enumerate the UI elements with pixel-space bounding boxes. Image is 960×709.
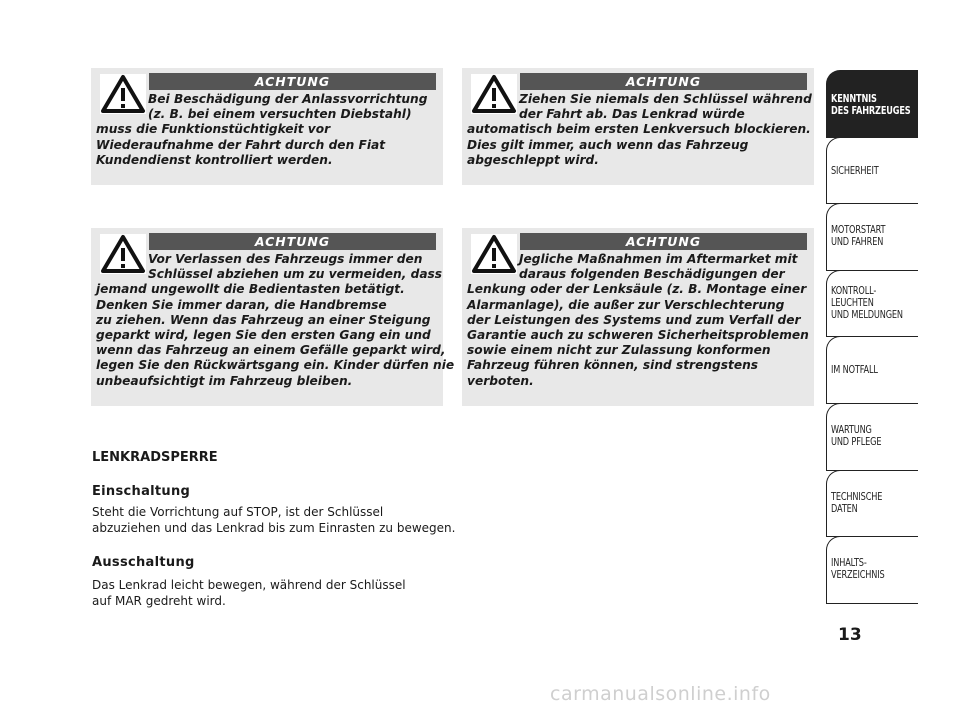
tab-label-line: INHALTS- (831, 557, 867, 570)
warning-line: Wiederaufnahme der Fahrt durch den Fiat (96, 137, 386, 152)
subheading-einschaltung: Einschaltung (92, 484, 191, 499)
warning-line: abgeschleppt wird. (467, 152, 599, 167)
tab-label-line: WARTUNG (831, 423, 872, 436)
tab-kontrollleuchten[interactable] (826, 270, 918, 338)
paragraph-einschaltung (92, 505, 455, 536)
warning-text (96, 92, 437, 168)
tab-label-line: VERZEICHNIS (831, 569, 885, 582)
warning-line: wenn das Fahrzeug an einem Gefälle geparkt wird, (96, 343, 446, 358)
warning-line: daraus folgenden Beschädigungen der (519, 267, 785, 282)
warning-line: Bei Beschädigung der Anlassvorrichtung (148, 92, 428, 106)
warning-line: Fahrzeug führen können, sind strengstens (467, 358, 759, 373)
warning-line: muss die Funktionstüchtigkeit vor (96, 122, 331, 137)
warning-header: ACHTUNG (520, 73, 807, 90)
warning-line: unbeaufsichtigt im Fahrzeug bleiben. (96, 373, 353, 388)
warning-line: Garantie auch zu schweren Sicherheitsproblemen (467, 328, 809, 343)
tab-label (831, 165, 879, 177)
tab-label (831, 557, 885, 581)
warning-line: verboten. (467, 373, 534, 388)
warning-text (467, 252, 808, 389)
tab-label (831, 93, 911, 117)
warning-line: Ziehen Sie niemals den Schlüssel während (519, 92, 812, 106)
tab-label-line: IM NOTFALL (831, 364, 878, 377)
warning-line: Kundendienst kontrolliert werden. (96, 152, 333, 167)
warning-line: Denken Sie immer daran, die Handbremse (96, 297, 387, 312)
warning-box-schluessel-abziehen (462, 68, 814, 185)
warning-header: ACHTUNG (520, 233, 807, 250)
warning-line: automatisch beim ersten Lenkversuch blockieren. (467, 122, 811, 137)
tab-kenntnis-des-fahrzeuges[interactable] (826, 70, 918, 138)
warning-line: Lenkung oder der Lenksäule (z. B. Montage einer (467, 282, 807, 297)
tab-motorstart-und-fahren[interactable] (826, 203, 918, 271)
warning-box-fahrzeug-verlassen (91, 228, 455, 406)
warning-line: der Fahrt ab. Das Lenkrad würde (519, 107, 745, 122)
tab-label-line: UND PFLEGE (831, 435, 882, 448)
warning-line: geparkt wird, legen Sie den ersten Gang ein und (96, 328, 431, 343)
tab-label (831, 364, 878, 376)
tab-label-line: LEUCHTEN (831, 296, 874, 309)
warning-line: der Leistungen des Systems und zum Verfall der (467, 312, 801, 327)
tab-inhaltsverzeichnis[interactable] (826, 536, 918, 604)
warning-text (96, 252, 455, 389)
warning-line: Alarmanlage), die außer zur Verschlechterung (467, 297, 785, 312)
tab-label (831, 491, 882, 515)
tab-label-line: DES FAHRZEUGES (831, 105, 911, 117)
paragraph-line: Das Lenkrad leicht bewegen, während der Schlüssel (92, 578, 406, 592)
warning-box-aftermarket (462, 228, 814, 406)
warning-line: sowie einem nicht zur Zulassung konformen (467, 343, 771, 358)
warning-text (467, 92, 812, 168)
warning-line: legen Sie den Rückwärtsgang ein. Kinder dürfen nie (96, 358, 455, 373)
tab-im-notfall[interactable] (826, 336, 918, 404)
warning-header: ACHTUNG (149, 233, 436, 250)
tab-label-line: SICHERHEIT (831, 164, 879, 177)
tab-wartung-und-pflege[interactable] (826, 403, 918, 471)
section-title: LENKRADSPERRE (92, 450, 218, 465)
tab-label-line: UND MELDUNGEN (831, 308, 903, 321)
page-number: 13 (838, 625, 862, 645)
watermark: carmanualsonline.info (550, 683, 771, 705)
tab-label (831, 285, 903, 321)
tab-label (831, 424, 881, 448)
tab-label-line: TECHNISCHE (831, 490, 883, 503)
chapter-sidebar (826, 70, 918, 604)
tab-label-line: KONTROLL- (831, 284, 877, 297)
warning-line: Schlüssel abziehen um zu vermeiden, dass (148, 267, 443, 282)
paragraph-ausschaltung (92, 578, 406, 609)
tab-label (831, 224, 885, 248)
tab-sicherheit[interactable] (826, 137, 918, 205)
paragraph-line: auf MAR gedreht wird. (92, 593, 226, 608)
warning-line: Vor Verlassen des Fahrzeugs immer den (148, 252, 423, 266)
tab-label-line: MOTORSTART (831, 224, 886, 237)
warning-line: zu ziehen. Wenn das Fahrzeug an einer Steigung (96, 312, 431, 327)
tab-label-line: DATEN (831, 502, 858, 515)
tab-label-line: KENNTNIS (831, 93, 877, 105)
warning-line: Dies gilt immer, auch wenn das Fahrzeug (467, 137, 749, 152)
paragraph-line: Steht die Vorrichtung auf STOP, ist der Schlüssel (92, 505, 384, 519)
warning-line: jemand ungewollt die Bedientasten betätigt. (96, 282, 405, 297)
subheading-ausschaltung: Ausschaltung (92, 555, 195, 570)
tab-label-line: UND FAHREN (831, 236, 884, 249)
warning-line: (z. B. bei einem versuchten Diebstahl) (148, 107, 412, 122)
tab-technische-daten[interactable] (826, 470, 918, 538)
paragraph-line: abzuziehen und das Lenkrad bis zum Einrasten zu bewegen. (92, 520, 456, 535)
warning-header: ACHTUNG (149, 73, 436, 90)
warning-box-anlassvorrichtung (91, 68, 443, 185)
warning-line: Jegliche Maßnahmen im Aftermarket mit (519, 252, 798, 266)
